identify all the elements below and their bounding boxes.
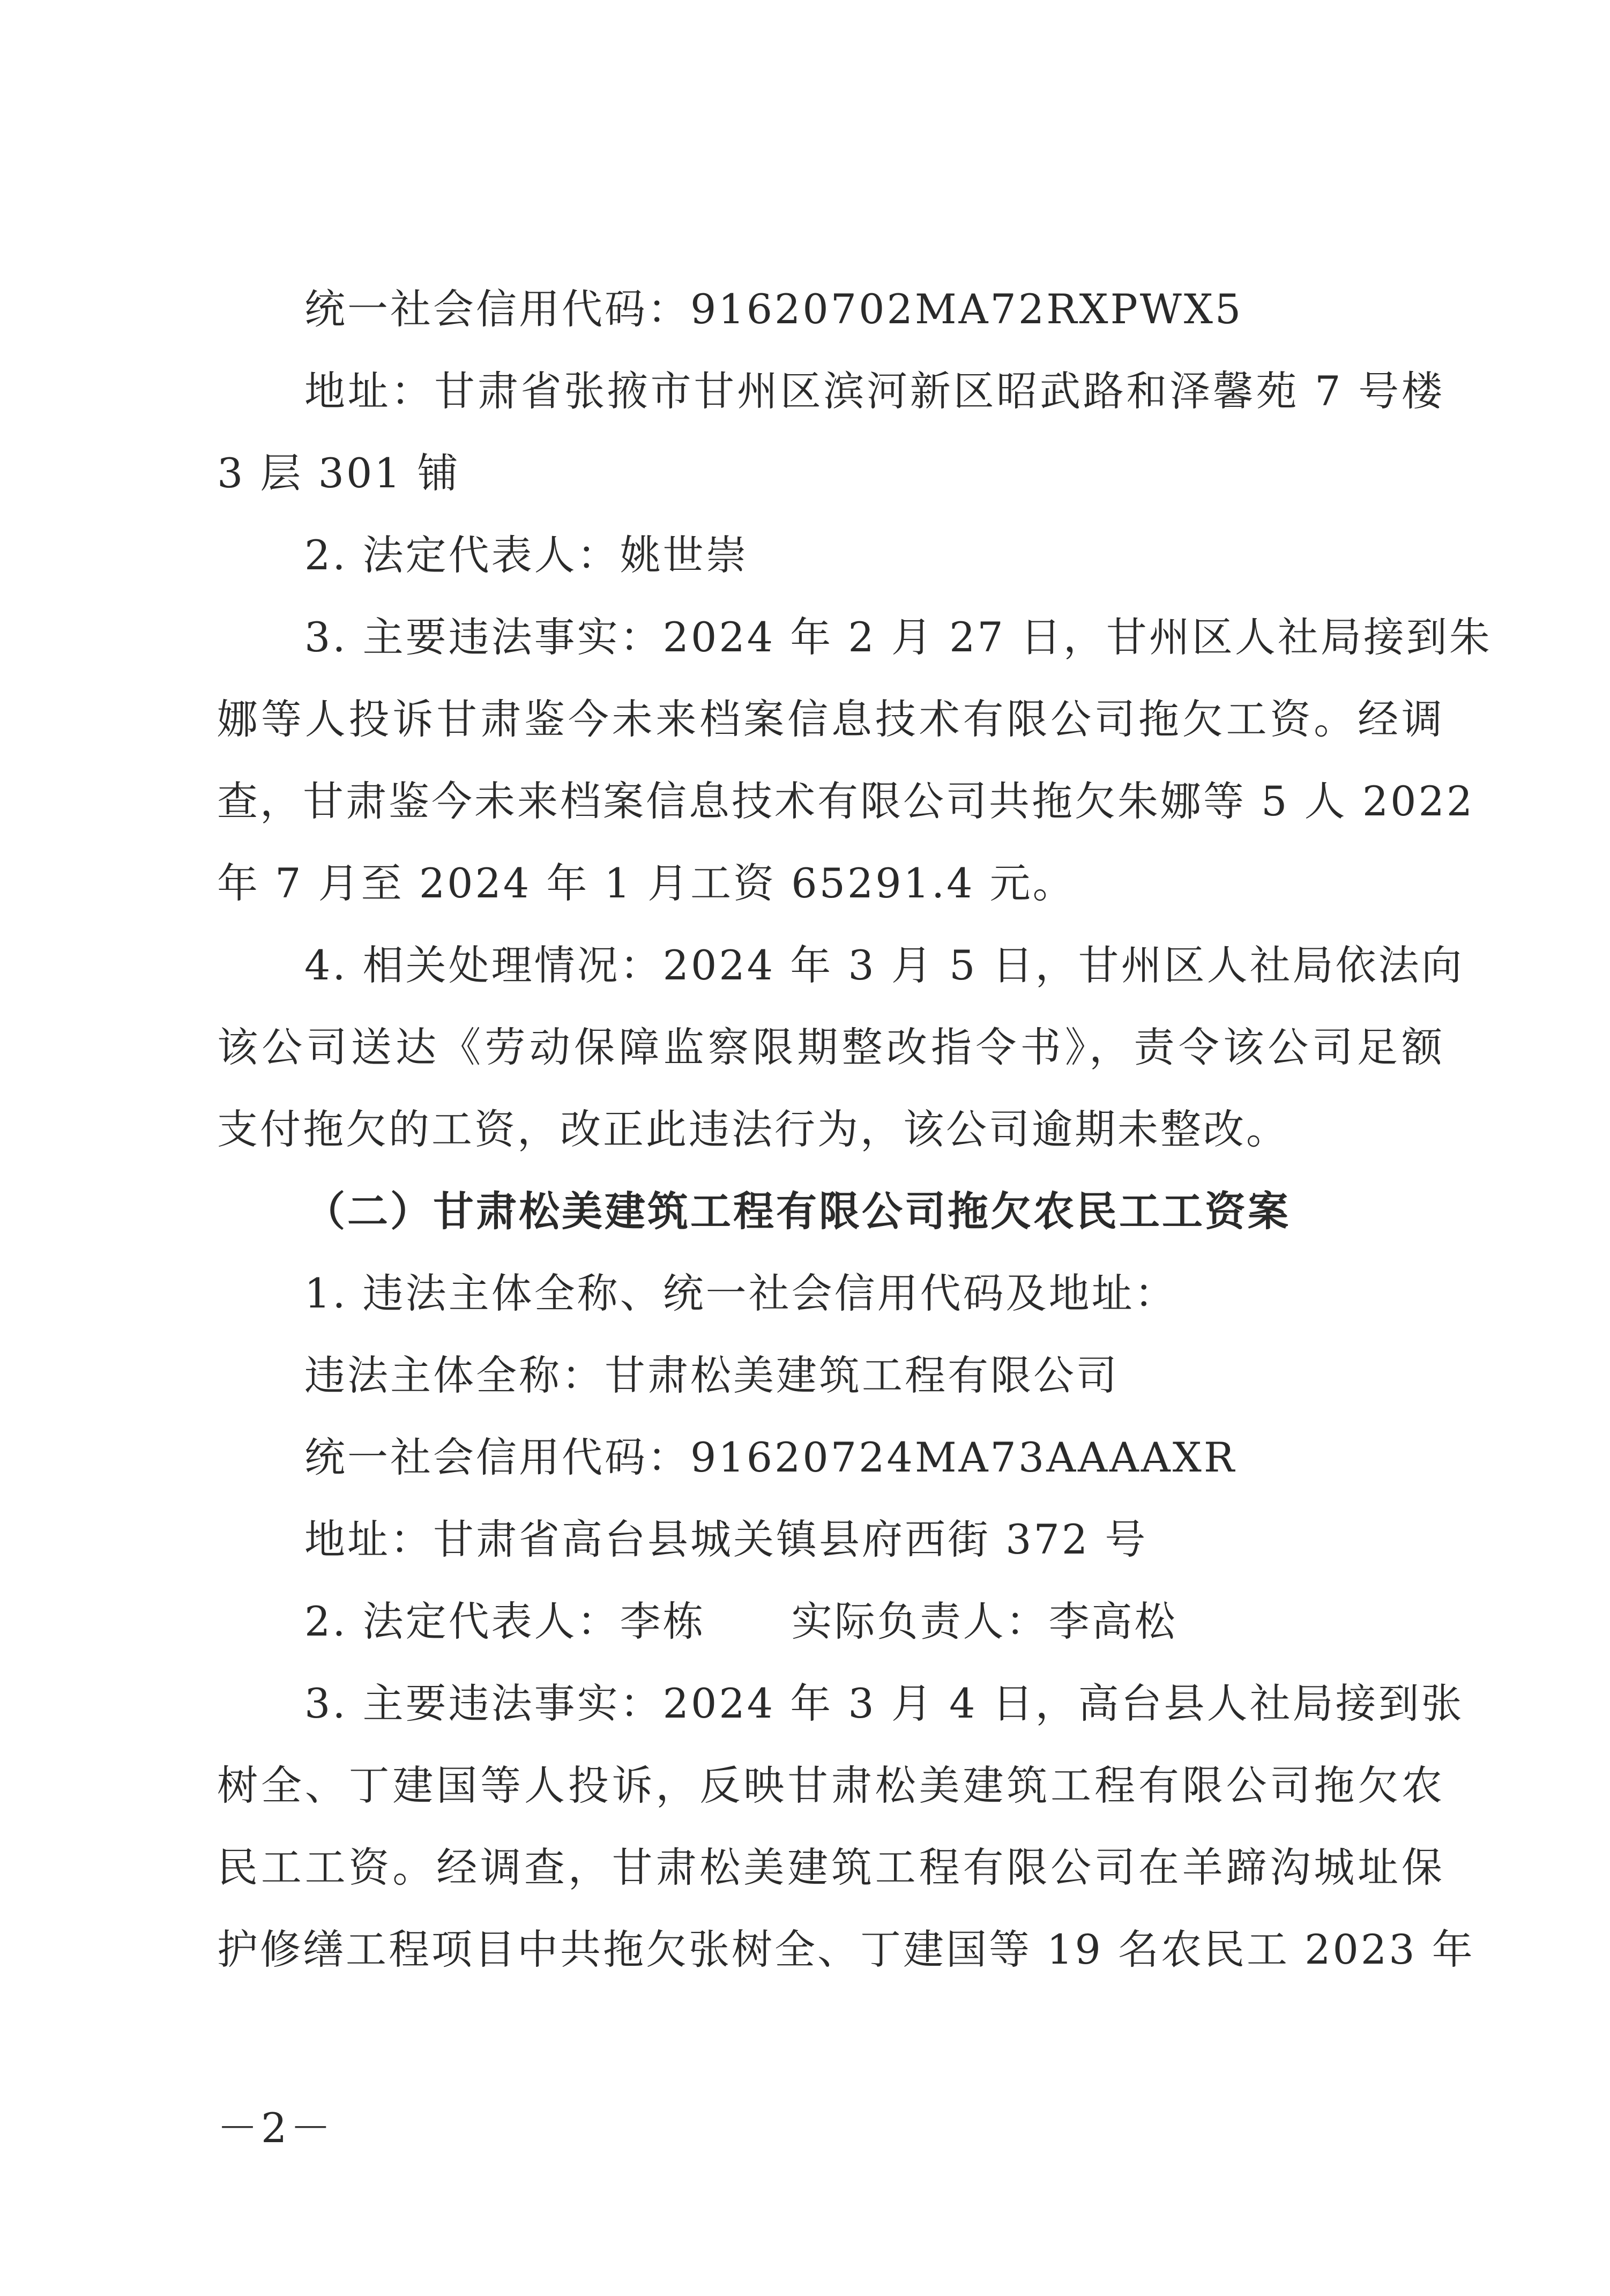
handling-situation-line: 支付拖欠的工资，改正此违法行为，该公司逾期未整改。 <box>217 1105 1289 1153</box>
address-line: 地址：甘肃省高台县城关镇县府西街 372 号 <box>304 1515 1148 1563</box>
violation-facts-line: 护修缮工程项目中共拖欠张树全、丁建国等 19 名农民工 2023 年 <box>217 1926 1475 1973</box>
entity-info-heading-line: 1. 违法主体全称、统一社会信用代码及地址： <box>304 1269 1177 1317</box>
page-number: －2－ <box>217 2104 334 2152</box>
violation-facts-line: 年 7 月至 2024 年 1 月工资 65291.4 元。 <box>217 859 1076 907</box>
handling-situation-line: 4. 相关处理情况：2024 年 3 月 5 日，甘州区人社局依法向 <box>304 941 1464 989</box>
legal-representative-line: 2. 法定代表人：姚世崇 <box>304 531 749 579</box>
violation-facts-line: 3. 主要违法事实：2024 年 2 月 27 日，甘州区人社局接到朱 <box>304 613 1492 661</box>
violation-facts-line: 查，甘肃鉴今未来档案信息技术有限公司共拖欠朱娜等 5 人 2022 <box>217 777 1475 825</box>
address-continuation-line: 3 层 301 铺 <box>217 449 460 497</box>
violation-facts-line: 娜等人投诉甘肃鉴今未来档案信息技术有限公司拖欠工资。经调 <box>217 695 1444 743</box>
address-line: 地址：甘肃省张掖市甘州区滨河新区昭武路和泽馨苑 7 号楼 <box>304 367 1444 415</box>
violation-facts-line: 树全、丁建国等人投诉，反映甘肃松美建筑工程有限公司拖欠农 <box>217 1762 1444 1809</box>
violation-facts-line: 3. 主要违法事实：2024 年 3 月 4 日，高台县人社局接到张 <box>304 1680 1464 1727</box>
section-heading: （二）甘肃松美建筑工程有限公司拖欠农民工工资案 <box>304 1187 1291 1235</box>
document-body <box>217 268 1492 1990</box>
handling-situation-line: 该公司送达《劳动保障监察限期整改指令书》，责令该公司足额 <box>217 1023 1444 1071</box>
entity-name-line: 违法主体全称：甘肃松美建筑工程有限公司 <box>304 1351 1119 1399</box>
representatives-line: 2. 法定代表人：李栋 实际负责人：李高松 <box>304 1597 1177 1645</box>
credit-code-line: 统一社会信用代码：91620724MA73AAAAXR <box>304 1433 1237 1481</box>
violation-facts-line: 民工工资。经调查，甘肃松美建筑工程有限公司在羊蹄沟城址保 <box>217 1844 1444 1891</box>
credit-code-line: 统一社会信用代码：91620702MA72RXPWX5 <box>304 285 1243 333</box>
